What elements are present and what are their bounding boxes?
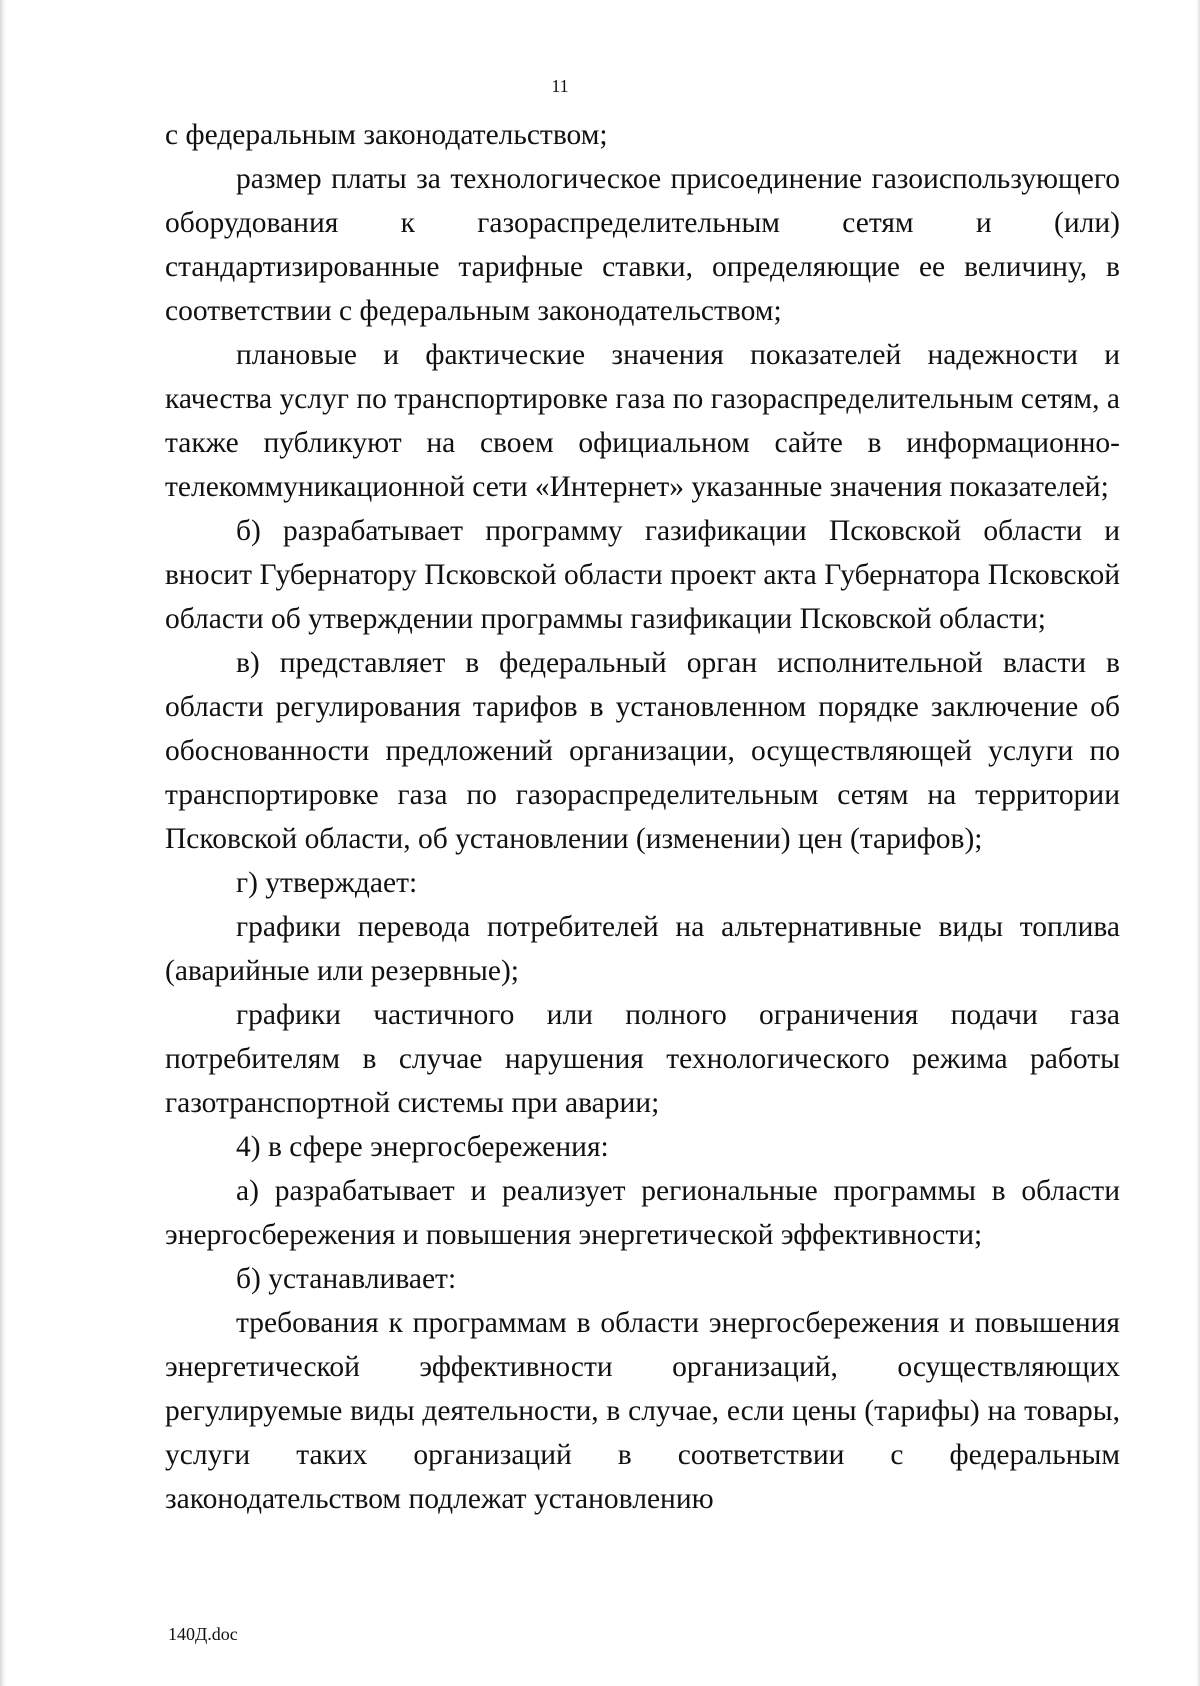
paragraph-11: б) устанавливает: [236,1263,457,1295]
scan-edge-left [0,0,6,1686]
paragraph-10: а) разрабатывает и реализует региональные программы в области энергосбережения и повышения энергетической эффективности; [165,1175,1120,1251]
footer-filename: 140Д.doc [168,1624,238,1644]
paragraph-12: требования к программам в области энергосбережения и повышения энергетической эффективности организаций, осуществляющих регулируемые виды деятельности, в случае, если цены (тарифы) на товары, услуги таких организаций в соответствии с федеральным законодательством подлежат установлению [165,1307,1120,1515]
paragraph-2: размер платы за технологическое присоединение газоиспользующего оборудования к газораспределительным сетям и (или) стандартизированные тарифные ставки, определяющие ее величину, в соответствии с федеральным законодательством; [165,163,1120,327]
paragraph-4: б) разрабатывает программу газификации Псковской области и вносит Губернатору Псковской области проект акта Губернатора Псковской области об утверждении программы газификации Псковской области; [165,515,1120,635]
paragraph-8: графики частичного или полного ограничения подачи газа потребителям в случае нарушения технологического режима работы газотранспортной системы при аварии; [165,999,1120,1119]
paragraph-3: плановые и фактические значения показателей надежности и качества услуг по транспортировке газа по газораспределительным сетям, а также публикуют на своем официальном сайте в информационно-телекоммуникационной сети «Интернет» указанные значения показателей; [165,339,1120,503]
paragraph-9: 4) в сфере энергосбережения: [236,1131,609,1163]
paragraph-7: графики перевода потребителей на альтернативные виды топлива (аварийные или резервные); [165,911,1120,987]
page-number: 11 [551,76,569,96]
paragraph-1: с федеральным законодательством; [165,119,608,151]
document-body [165,113,1120,1521]
paragraph-5: в) представляет в федеральный орган исполнительной власти в области регулирования тарифов в установленном порядке заключение об обоснованности предложений организации, осуществляющей услуги по транспортировке газа по газораспределительным сетям на территории Псковской области, об установлении (изменении) цен (тарифов); [165,647,1120,855]
paragraph-6: г) утверждает: [236,867,418,899]
scan-edge-right [1196,0,1200,1686]
